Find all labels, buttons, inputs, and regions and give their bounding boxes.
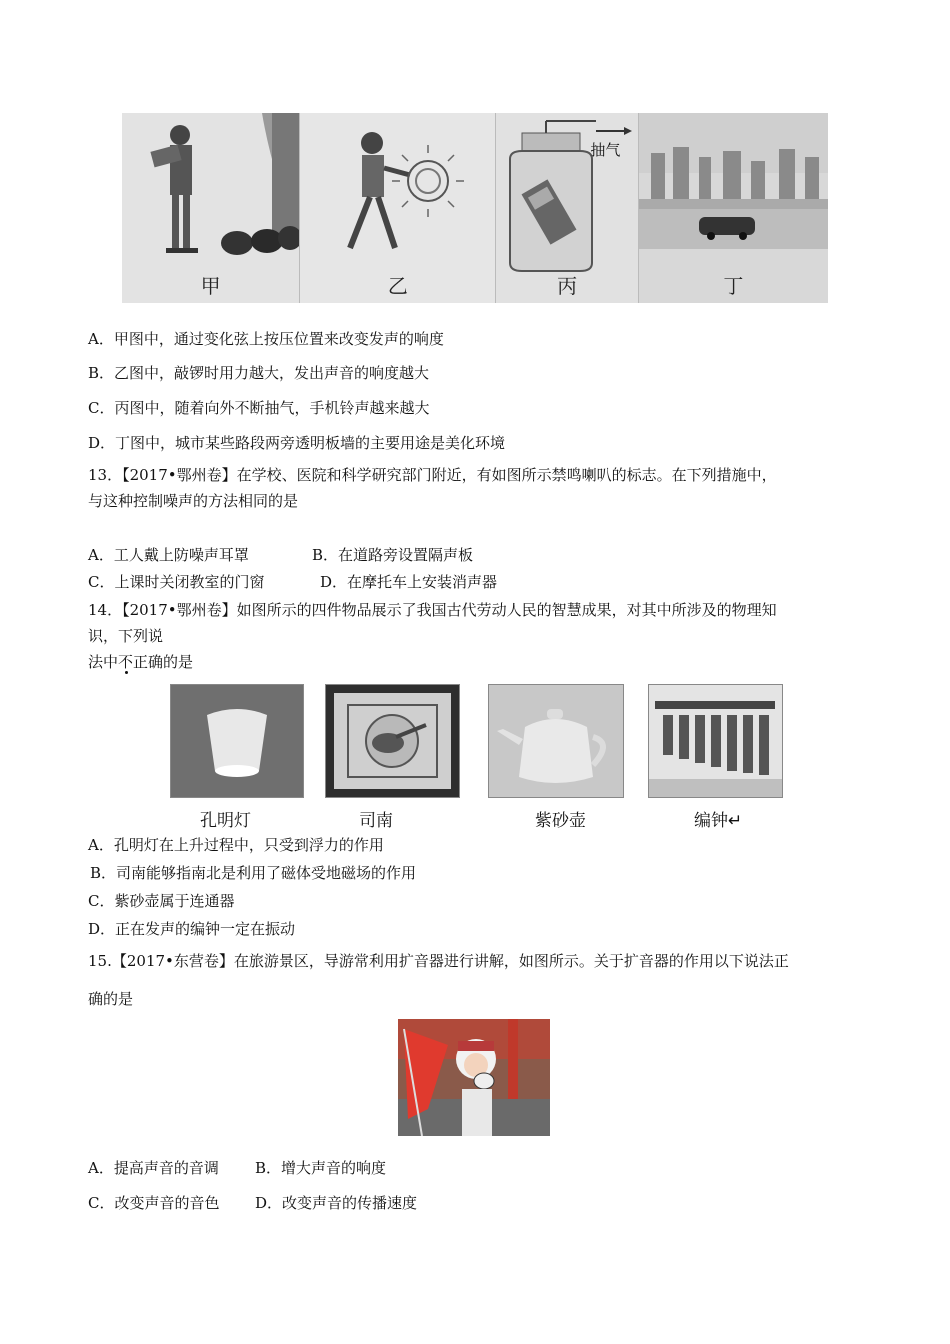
- q15-option-c: C．改变声音的音色: [88, 1194, 220, 1212]
- q14-stem-line3: 法中不正确的是: [88, 653, 194, 671]
- q14-option-c: C．紫砂壶属于连通器: [88, 892, 235, 910]
- q13-option-c: C．上课时关闭教室的门窗: [88, 573, 265, 591]
- q15-option-a: A．提高声音的音调: [88, 1159, 219, 1177]
- tour-guide-megaphone-photo: [398, 1019, 550, 1136]
- kongming-lantern-photo: [170, 684, 304, 798]
- panel-jia: [122, 113, 300, 303]
- q14-option-a: A．孔明灯在上升过程中，只受到浮力的作用: [88, 836, 384, 854]
- q13-option-a: A．工人戴上防噪声耳罩: [88, 546, 249, 564]
- q13-stem-line2: 与这种控制噪声的方法相同的是: [88, 492, 299, 510]
- panel-label-ding: 丁: [723, 274, 744, 298]
- q13-stem-line1: 13．【2017•鄂州卷】在学校、医院和科学研究部门附近，有如图所示禁鸣喇叭的标志。在下列措施中，: [88, 466, 777, 484]
- q12-option-c: C．丙图中，随着向外不断抽气，手机铃声越来越大: [88, 399, 430, 417]
- panel-label-yi: 乙: [387, 274, 408, 298]
- sound-experiments-figure: [122, 113, 828, 303]
- q14-stem-line2: 识，下列说: [88, 627, 164, 645]
- q15-stem-line1: 15.【2017•东营卷】在旅游景区，导游常利用扩音器进行讲解，如图所示。关于扩音器的作用以下说法正: [88, 952, 789, 970]
- pump-out-label: 抽气: [590, 141, 621, 159]
- panel-bing: [496, 113, 638, 303]
- q12-option-d: D．丁图中，城市某些路段两旁透明板墙的主要用途是美化环境: [88, 434, 506, 452]
- panel-label-jia: 甲: [200, 274, 221, 298]
- q15-option-d: D．改变声音的传播速度: [255, 1194, 418, 1212]
- q15-option-b: B．增大声音的响度: [255, 1159, 387, 1177]
- caption-sinan: 司南: [359, 811, 393, 831]
- q14-stem-line1: 14．【2017•鄂州卷】如图所示的四件物品展示了我国古代劳动人民的智慧成果，对其中所涉及的物理知: [88, 601, 777, 619]
- caption-bianzhong: 编钟↵: [694, 811, 743, 831]
- emphasis-dot: [125, 671, 128, 674]
- q14-option-d: D．正在发声的编钟一定在振动: [88, 920, 296, 938]
- q15-stem-line2: 确的是: [88, 990, 134, 1008]
- teapot-photo: [488, 684, 624, 798]
- q14-option-b: B．司南能够指南北是利用了磁体受地磁场的作用: [90, 864, 417, 882]
- q12-option-b: B．乙图中，敲锣时用力越大，发出声音的响度越大: [88, 364, 430, 382]
- panel-yi: [300, 113, 496, 303]
- q13-option-b: B．在道路旁设置隔声板: [312, 546, 474, 564]
- sinan-compass-photo: [325, 684, 460, 798]
- panel-label-bing: 丙: [557, 274, 578, 298]
- caption-kongming-lantern: 孔明灯: [200, 811, 251, 831]
- q13-option-d: D．在摩托车上安装消声器: [320, 573, 498, 591]
- panel-ding: [639, 113, 828, 303]
- q12-option-a: A．甲图中，通过变化弦上按压位置来改变发声的响度: [88, 330, 444, 348]
- bianzhong-bells-photo: [648, 684, 783, 798]
- caption-teapot: 紫砂壶: [535, 811, 586, 831]
